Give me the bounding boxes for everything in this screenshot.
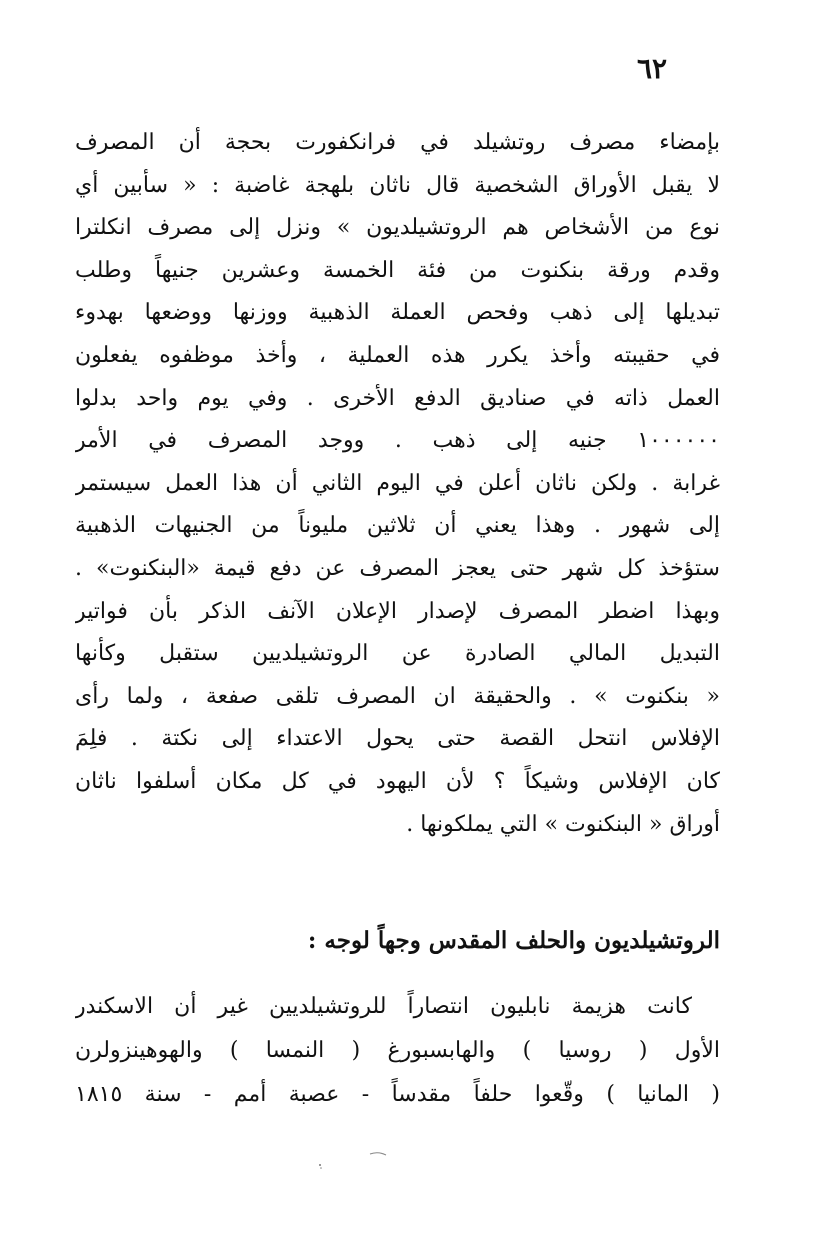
page-number: ٦٢ (636, 52, 668, 85)
text-line: بإمضاء مصرف روتشيلد في فرانكفورت بحجة أن المصرف (75, 130, 720, 155)
text-line: وقدم ورقة بنكنوت من فئة الخمسة وعشرين جنيهاً وطلب (75, 257, 720, 283)
scan-specks (310, 1150, 400, 1170)
text-line: الإفلاس انتحل القصة حتى يحول الاعتداء إلى نكتة . فلِمَ (75, 726, 720, 752)
text-line: ستؤخذ كل شهر حتى يعجز المصرف عن دفع قيمة «البنكنوت» . (75, 555, 720, 581)
text-line: لا يقبل الأوراق الشخصية قال ناثان بلهجة غاضبة : « سأبين أي (75, 172, 720, 198)
text-line: أوراق « البنكنوت » التي يملكونها . (406, 811, 720, 837)
text-line: ١٠٠٠٠٠٠ جنيه إلى ذهب . ووجد المصرف في الأمر (75, 428, 720, 454)
text-line: العمل ذاته في صناديق الدفع الأخرى . وفي يوم واحد بدلوا (75, 385, 720, 411)
text-line: تبديلها إلى ذهب وفحص العملة الذهبية ووزنها ووضعها بهدوء (75, 300, 720, 326)
text-line: التبديل المالي الصادرة عن الروتشيلديين ستقبل وكأنها (75, 641, 720, 667)
text-line: كان الإفلاس وشيكاً ؟ لأن اليهود في كل مكان أسلفوا ناثان (75, 768, 720, 794)
paragraph-2 (75, 985, 720, 1117)
section-heading: الروتشيلديون والحلف المقدس وجهاً لوجه : (307, 927, 720, 954)
text-line: نوع من الأشخاص هم الروتشيلديون » ونزل إلى مصرف انكلترا (75, 215, 720, 241)
text-line: في حقيبته وأخذ يكرر هذه العملية ، وأخذ موظفوه يفعلون (75, 342, 720, 368)
text-line: ( المانيا ) وقّعوا حلفاً مقدساً - عصبة أمم - سنة ١٨١٥ (75, 1082, 720, 1107)
text-line: « بنكنوت » . والحقيقة ان المصرف تلقى صفعة ، ولما رأى (75, 683, 720, 709)
text-line: الأول ( روسيا ) والهابسبورغ ( النمسا ) والهوهينزولرن (75, 1038, 720, 1063)
text-line: وبهذا اضطر المصرف لإصدار الإعلان الآنف الذكر بأن فواتير (75, 598, 720, 624)
text-line: غرابة . ولكن ناثان أعلن في اليوم الثاني أن هذا العمل سيستمر (75, 470, 720, 496)
paragraph-1 (75, 122, 720, 846)
text-line: إلى شهور . وهذا يعني أن ثلاثين مليوناً من الجنيهات الذهبية (75, 513, 720, 539)
text-line: كانت هزيمة نابليون انتصاراً للروتشيلديين غير أن الاسكندر (75, 994, 692, 1019)
